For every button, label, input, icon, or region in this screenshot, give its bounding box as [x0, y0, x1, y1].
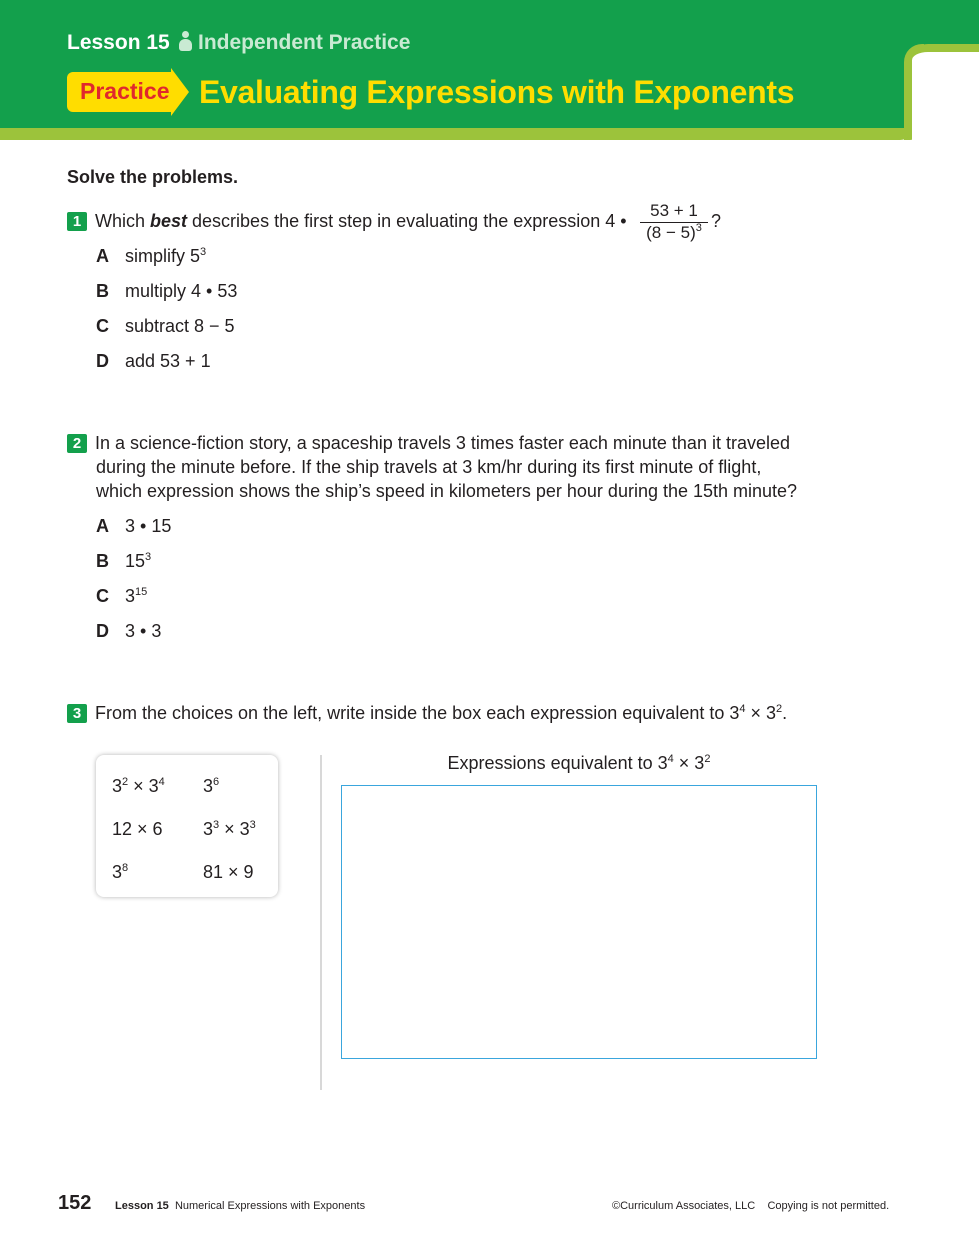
answer-drop-box[interactable]	[341, 785, 817, 1059]
question-number: 1	[67, 212, 87, 231]
q2-option-d[interactable]: D 3 • 3	[96, 621, 162, 641]
footer-lesson: Lesson 15 Numerical Expressions with Exponents	[115, 1200, 366, 1212]
question-2	[67, 433, 790, 454]
choice-tile[interactable]: $3^8$	[112, 862, 129, 882]
q1-option-c[interactable]: C subtract 8 − 5	[96, 316, 235, 336]
answer-box-label: Expressions equivalent to $3^4 \times 3^2$	[447, 753, 711, 773]
choice-tile[interactable]: $3^2 \times 3^4$	[112, 776, 165, 796]
practice-tag-label: Practice	[80, 78, 170, 104]
q2-option-a[interactable]: A 3 • 15	[96, 516, 172, 536]
q1-emphasis: best	[150, 211, 188, 231]
choice-tile[interactable]: $3^3 \times 3^3$	[203, 819, 256, 839]
q2-line: In a science-fiction story, a spaceship travels 3 times faster each minute than it traveled	[95, 433, 790, 453]
q1-fraction	[640, 201, 708, 243]
q1-text: Which	[95, 211, 151, 231]
expression-choices	[96, 755, 278, 897]
numerator: 53 + 1	[640, 201, 708, 223]
header-banner	[0, 0, 979, 132]
q2-line: during the minute before. If the ship travels at 3 km/hr during its first minute of flight,	[96, 457, 762, 477]
choice-tile[interactable]: $3^6$	[203, 776, 220, 796]
question-1	[67, 211, 627, 232]
lesson-label: Lesson 15	[67, 31, 170, 54]
question-3: 3 From the choices on the left, write inside the box each expression equivalent to $3^4 \times 3^2$.	[67, 703, 787, 724]
page-title: Evaluating Expressions with Exponents	[199, 74, 795, 110]
q2-option-b[interactable]: B $15^3$	[96, 551, 152, 571]
section-label	[178, 31, 410, 55]
footer-copyright: ©Curriculum Associates, LLC Copying is not permitted.	[612, 1200, 890, 1212]
q1-option-a[interactable]: A simplify $5^3$	[96, 246, 207, 266]
instructions: Solve the problems.	[67, 167, 239, 187]
person-icon	[178, 31, 192, 51]
choice-tile[interactable]: 81 × 9	[203, 862, 254, 882]
section-text: Independent Practice	[198, 31, 411, 54]
practice-tag-arrow	[171, 68, 189, 116]
question-number: 3	[67, 704, 87, 723]
q1-option-d[interactable]: D add 53 + 1	[96, 351, 211, 371]
q2-option-c[interactable]: C $3^{15}$	[96, 586, 148, 606]
choice-tile[interactable]: 12 × 6	[112, 819, 163, 839]
q2-line: which expression shows the ship’s speed in kilometers per hour during the 15th minute?	[96, 481, 798, 501]
question-number: 2	[67, 434, 87, 453]
header-stripe	[0, 128, 912, 140]
page-number: 152	[58, 1192, 92, 1214]
header-notch	[912, 44, 979, 142]
q1-text-rest: describes the first step in evaluating the expression 4 •	[187, 211, 627, 231]
q1-question-mark: ?	[711, 211, 722, 231]
column-divider	[320, 755, 322, 1090]
q1-option-b[interactable]: B multiply 4 • 53	[96, 281, 238, 301]
denominator: $(8 - 5)^3$	[646, 222, 702, 242]
